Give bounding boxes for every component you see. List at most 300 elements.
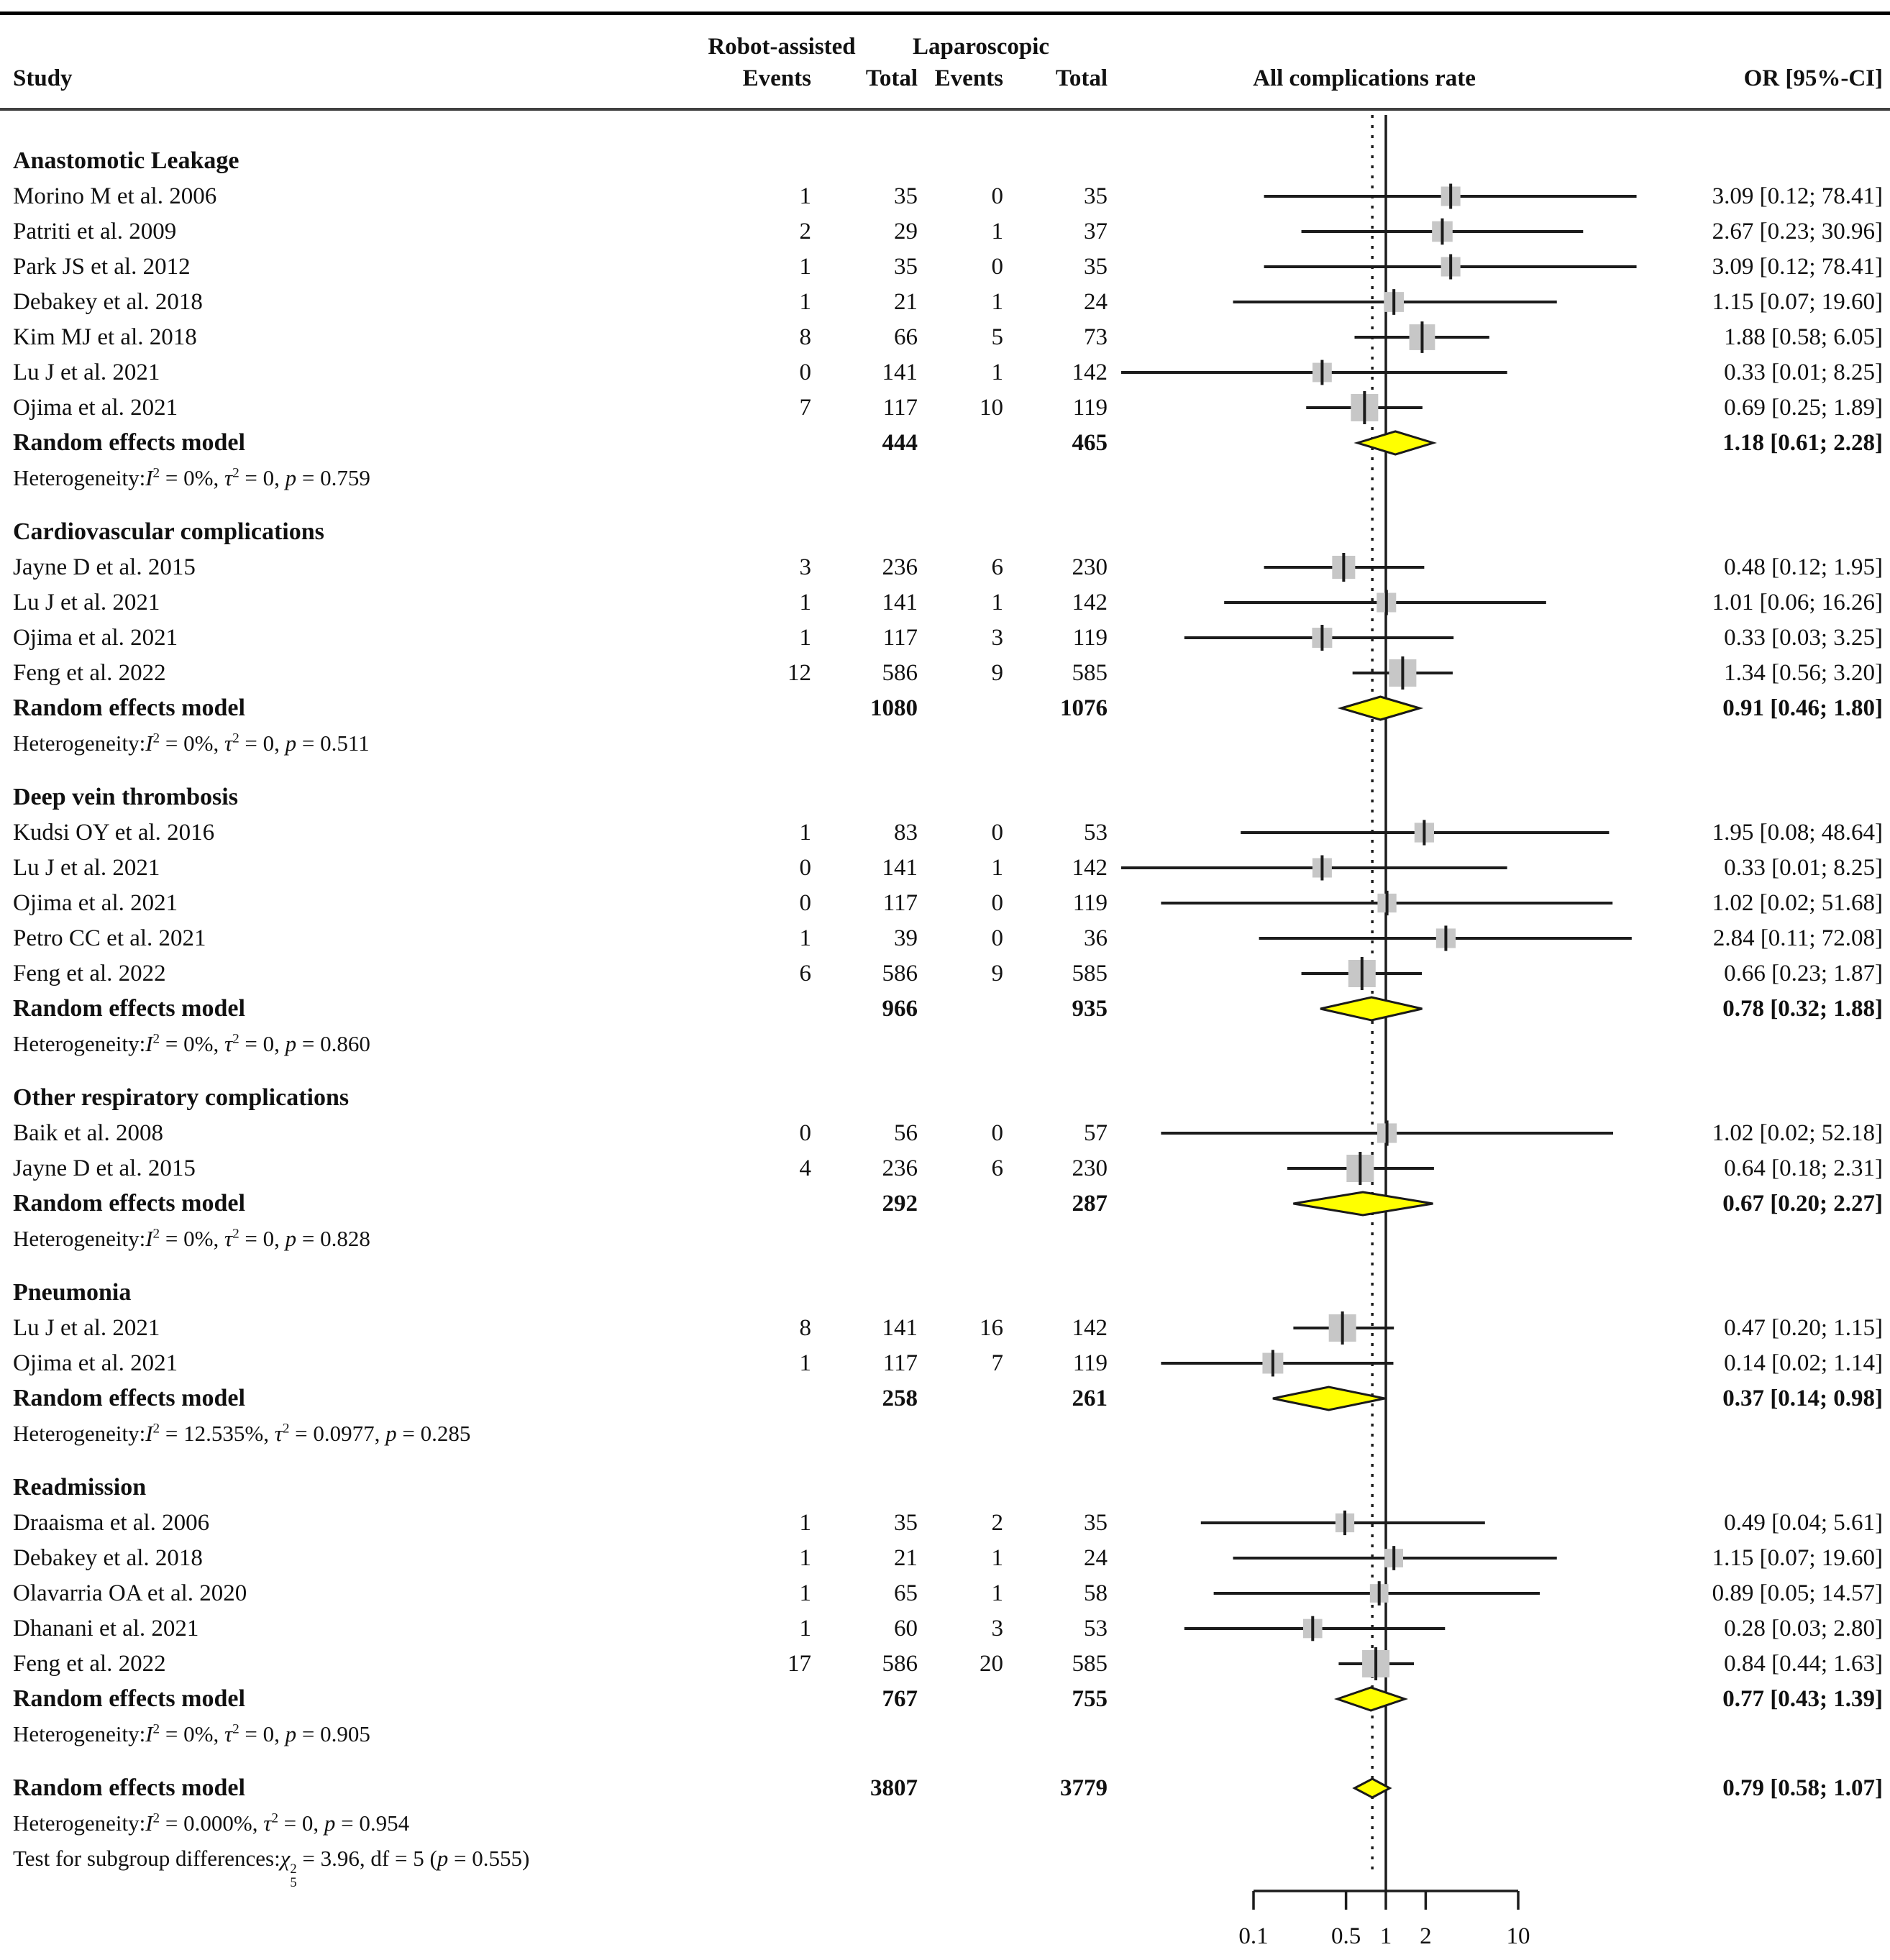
total-robot-cell: 117 (882, 1350, 918, 1376)
glue: , (252, 1810, 264, 1836)
events-lap-cell: 16 (980, 1315, 1003, 1341)
or-ci-cell: 1.15 [0.07; 19.60] (1712, 1545, 1883, 1571)
study-label: Lu J et al. 2021 (13, 590, 160, 615)
col-header-events-robot: Events (742, 65, 811, 91)
glue: , (274, 1226, 286, 1251)
or-ci-cell: 0.69 [0.25; 1.89] (1724, 395, 1883, 421)
glue: , (274, 731, 286, 756)
or-ci-cell: 2.84 [0.11; 72.08] (1712, 925, 1883, 951)
pooled-label: Random effects model (13, 429, 245, 456)
i-squared-symbol: I (145, 731, 153, 756)
total-lap-cell: 119 (1072, 625, 1108, 651)
effect-estimate-tick (1341, 1311, 1344, 1345)
p-symbol: p (285, 1721, 297, 1746)
events-lap-cell: 20 (980, 1651, 1003, 1677)
total-lap-cell: 36 (1084, 925, 1108, 951)
effect-estimate-tick (1441, 219, 1443, 245)
or-ci-cell: 1.88 [0.58; 6.05] (1724, 324, 1883, 350)
heterogeneity-note (13, 1416, 732, 1451)
events-lap-cell: 0 (991, 183, 1003, 209)
sup-two: 2 (232, 1721, 239, 1737)
total-lap-cell: 142 (1072, 590, 1108, 615)
events-robot-cell: 1 (799, 1545, 811, 1571)
events-robot-cell: 4 (799, 1155, 811, 1181)
study-label: Ojima et al. 2021 (13, 625, 178, 651)
total-lap-cell: 585 (1072, 1651, 1108, 1677)
sup-two: 2 (271, 1810, 278, 1826)
or-ci-cell: 0.14 [0.02; 1.14] (1724, 1350, 1883, 1376)
events-robot-cell: 1 (799, 1616, 811, 1641)
i-squared-value: 12.535% (183, 1421, 264, 1446)
pooled-diamond (1293, 1192, 1433, 1215)
glue: ) (522, 1846, 530, 1871)
effect-estimate-tick (1311, 1616, 1314, 1641)
glue: = (296, 731, 321, 756)
study-label: Draaisma et al. 2006 (13, 1510, 210, 1536)
x-axis-tick-label: 10 (1506, 1923, 1530, 1949)
glue: , (213, 465, 224, 490)
p-symbol: p (285, 1226, 297, 1251)
or-ci-cell: 1.95 [0.08; 48.64] (1712, 820, 1883, 846)
or-ci-cell: 0.33 [0.03; 3.25] (1724, 625, 1883, 651)
or-ci-cell: 1.34 [0.56; 3.20] (1724, 660, 1883, 686)
events-lap-cell: 3 (991, 1616, 1003, 1641)
glue: = (239, 731, 263, 756)
x-axis-tick-label: 2 (1420, 1923, 1432, 1949)
events-lap-cell: 0 (991, 254, 1003, 280)
study-label: Jayne D et al. 2015 (13, 554, 196, 580)
events-lap-cell: 5 (991, 324, 1003, 350)
tau-squared-value: 0 (262, 465, 275, 490)
glue: = (296, 1721, 321, 1746)
total-robot-cell: 117 (882, 395, 918, 421)
tau-squared-value: 0 (262, 1226, 275, 1251)
glue: = (289, 1421, 314, 1446)
total-robot-cell: 141 (882, 1315, 918, 1341)
pooled-diamond (1273, 1387, 1384, 1410)
sup-two: 2 (152, 1721, 160, 1737)
total-robot-cell: 35 (894, 183, 918, 209)
df-label: df (370, 1846, 390, 1871)
total-robot-cell: 66 (894, 324, 918, 350)
total-lap-cell: 142 (1072, 360, 1108, 385)
effect-estimate-tick (1444, 925, 1447, 951)
heterogeneity-note (13, 726, 732, 761)
x-axis-tick-label: 0.5 (1330, 1923, 1361, 1949)
glue: = (160, 1421, 184, 1446)
or-ci-cell: 0.33 [0.01; 8.25] (1724, 855, 1883, 881)
glue: , (213, 1226, 224, 1251)
sup-two: 2 (232, 1031, 239, 1047)
p-symbol: p (285, 1031, 297, 1056)
total-lap-cell: 73 (1084, 324, 1108, 350)
subgroup-difference-test-note (13, 1841, 876, 1891)
glue: = (296, 1226, 321, 1251)
events-lap-cell: 3 (991, 625, 1003, 651)
events-robot-cell: 1 (799, 289, 811, 315)
total-robot-cell: 3807 (870, 1775, 918, 1801)
total-robot-cell: 586 (882, 660, 918, 686)
heterogeneity-note (13, 1222, 732, 1256)
glue: , (274, 465, 286, 490)
glue: = (278, 1810, 302, 1836)
or-ci-cell: 2.67 [0.23; 30.96] (1712, 219, 1883, 244)
events-robot-cell: 12 (788, 660, 811, 686)
or-ci-cell: 0.48 [0.12; 1.95] (1724, 554, 1883, 580)
study-label: Lu J et al. 2021 (13, 360, 160, 385)
pooled-label: Random effects model (13, 1190, 245, 1217)
tau-squared-symbol: τ (224, 1226, 233, 1251)
col-header-or-ci: OR [95%-CI] (1743, 65, 1883, 91)
study-label: Petro CC et al. 2021 (13, 925, 206, 951)
total-robot-cell: 65 (894, 1580, 918, 1606)
df-value: 5 (413, 1846, 424, 1871)
study-label: Patriti et al. 2009 (13, 219, 177, 244)
events-robot-cell: 1 (799, 1350, 811, 1376)
p-value: 0.285 (420, 1421, 471, 1446)
effect-estimate-tick (1320, 625, 1323, 651)
pooled-diamond (1358, 431, 1433, 454)
i-squared-value: 0% (183, 1721, 214, 1746)
total-lap-cell: 585 (1072, 660, 1108, 686)
het-prefix: Heterogeneity: (13, 1421, 146, 1446)
col-header-plot-title: All complications rate (1253, 65, 1476, 91)
or-ci-cell: 0.79 [0.58; 1.07] (1722, 1775, 1883, 1801)
het-prefix: Heterogeneity: (13, 1031, 146, 1056)
total-robot-cell: 236 (882, 1155, 918, 1181)
glue: ( (424, 1846, 437, 1871)
study-label: Feng et al. 2022 (13, 660, 166, 686)
p-symbol: p (385, 1421, 397, 1446)
i-squared-symbol: I (145, 1421, 153, 1446)
total-robot-cell: 236 (882, 554, 918, 580)
het-prefix: Heterogeneity: (13, 1226, 146, 1251)
or-ci-cell: 1.18 [0.61; 2.28] (1722, 430, 1883, 456)
events-robot-cell: 0 (799, 360, 811, 385)
total-robot-cell: 21 (894, 289, 918, 315)
total-robot-cell: 141 (882, 360, 918, 385)
col-header-total-lap: Total (1055, 65, 1108, 91)
glue: = (160, 1810, 184, 1836)
glue: = (296, 465, 321, 490)
sup-two: 2 (152, 1810, 160, 1826)
test-prefix: Test for subgroup differences: (13, 1846, 280, 1871)
glue: = (239, 1721, 263, 1746)
effect-estimate-tick (1392, 1546, 1395, 1570)
or-ci-cell: 0.49 [0.04; 5.61] (1724, 1510, 1883, 1536)
subgroup-title: Cardiovascular complications (13, 518, 324, 545)
chi-superscript: 2 (290, 1861, 297, 1877)
or-ci-cell: 1.02 [0.02; 52.18] (1712, 1120, 1883, 1146)
events-robot-cell: 6 (799, 961, 811, 986)
x-axis-tick-label: 1 (1379, 1923, 1392, 1949)
i-squared-value: 0% (183, 465, 214, 490)
or-ci-cell: 0.78 [0.32; 1.88] (1722, 996, 1883, 1022)
study-label: Lu J et al. 2021 (13, 855, 160, 881)
events-lap-cell: 1 (991, 590, 1003, 615)
events-robot-cell: 2 (799, 219, 811, 244)
events-lap-cell: 1 (991, 1545, 1003, 1571)
total-lap-cell: 230 (1072, 554, 1108, 580)
events-robot-cell: 1 (799, 820, 811, 846)
effect-estimate-tick (1320, 360, 1323, 385)
events-robot-cell: 3 (799, 554, 811, 580)
total-lap-cell: 3779 (1060, 1775, 1108, 1801)
effect-estimate-tick (1378, 1581, 1381, 1606)
tau-squared-symbol: τ (224, 731, 233, 756)
pooled-label: Random effects model (13, 995, 245, 1022)
glue: = (160, 1031, 184, 1056)
col-header-events-lap: Events (934, 65, 1003, 91)
total-robot-cell: 586 (882, 961, 918, 986)
tau-squared-value: 0.0977 (313, 1421, 375, 1446)
total-robot-cell: 117 (882, 890, 918, 916)
events-robot-cell: 1 (799, 925, 811, 951)
total-robot-cell: 767 (882, 1686, 918, 1712)
effect-estimate-tick (1449, 255, 1452, 280)
glue: , (313, 1810, 324, 1836)
study-label: Jayne D et al. 2015 (13, 1155, 196, 1181)
subgroup-title: Readmission (13, 1474, 147, 1501)
events-lap-cell: 0 (991, 1120, 1003, 1146)
study-label: Dhanani et al. 2021 (13, 1616, 199, 1641)
glue: , (213, 1721, 224, 1746)
pooled-diamond (1338, 1687, 1405, 1711)
study-label: Lu J et al. 2021 (13, 1315, 160, 1341)
total-robot-cell: 39 (894, 925, 918, 951)
glue: = (239, 1226, 263, 1251)
p-value: 0.860 (320, 1031, 370, 1056)
sup-two: 2 (152, 465, 160, 481)
or-ci-cell: 0.67 [0.20; 2.27] (1722, 1191, 1883, 1217)
i-squared-symbol: I (145, 1810, 153, 1836)
total-lap-cell: 230 (1072, 1155, 1108, 1181)
i-squared-value: 0% (183, 1226, 214, 1251)
study-label: Feng et al. 2022 (13, 1651, 166, 1677)
study-label: Park JS et al. 2012 (13, 254, 191, 280)
subgroup-title: Pneumonia (13, 1279, 132, 1306)
glue: = (389, 1846, 414, 1871)
i-squared-symbol: I (145, 465, 153, 490)
or-ci-cell: 0.33 [0.01; 8.25] (1724, 360, 1883, 385)
sup-two: 2 (232, 1226, 239, 1242)
study-label: Debakey et al. 2018 (13, 289, 203, 315)
effect-estimate-tick (1320, 856, 1323, 881)
total-lap-cell: 119 (1072, 395, 1108, 421)
pooled-label: Random effects model (13, 1685, 245, 1712)
total-robot-cell: 35 (894, 1510, 918, 1536)
events-lap-cell: 9 (991, 961, 1003, 986)
col-header-study: Study (13, 65, 73, 91)
tau-squared-symbol: τ (224, 1721, 233, 1746)
or-ci-cell: 0.84 [0.44; 1.63] (1724, 1651, 1883, 1677)
glue: = (239, 1031, 263, 1056)
sup-two: 2 (282, 1421, 290, 1437)
het-prefix: Heterogeneity: (13, 1721, 146, 1746)
subgroup-title: Anastomotic Leakage (13, 147, 239, 174)
or-ci-cell: 1.15 [0.07; 19.60] (1712, 289, 1883, 315)
or-ci-cell: 0.64 [0.18; 2.31] (1724, 1155, 1883, 1181)
total-lap-cell: 142 (1072, 1315, 1108, 1341)
study-label: Kim MJ et al. 2018 (13, 324, 197, 350)
study-label: Ojima et al. 2021 (13, 1350, 178, 1376)
heterogeneity-note (13, 1806, 732, 1841)
study-label: Ojima et al. 2021 (13, 395, 178, 421)
glue: , (263, 1421, 275, 1446)
total-robot-cell: 60 (894, 1616, 918, 1641)
total-lap-cell: 465 (1072, 430, 1108, 456)
study-label: Feng et al. 2022 (13, 961, 166, 986)
total-robot-cell: 56 (894, 1120, 918, 1146)
events-lap-cell: 1 (991, 1580, 1003, 1606)
pooled-label: Random effects model (13, 1385, 245, 1411)
subgroup-title: Other respiratory complications (13, 1084, 350, 1111)
col-header-total-robot: Total (865, 65, 918, 91)
total-robot-cell: 117 (882, 625, 918, 651)
glue: , (274, 1031, 286, 1056)
group-header-robot: Robot-assisted (708, 34, 856, 60)
events-robot-cell: 17 (788, 1651, 811, 1677)
subgroup-title: Deep vein thrombosis (13, 784, 238, 810)
p-value: 0.511 (320, 731, 370, 756)
glue: = (160, 465, 184, 490)
effect-estimate-tick (1361, 957, 1364, 990)
or-ci-cell: 0.77 [0.43; 1.39] (1722, 1686, 1883, 1712)
glue: , (274, 1721, 286, 1746)
p-symbol: p (324, 1810, 336, 1836)
glue: = (448, 1846, 472, 1871)
total-lap-cell: 261 (1072, 1386, 1108, 1411)
events-robot-cell: 1 (799, 1580, 811, 1606)
sup-two: 2 (152, 1031, 160, 1047)
test-p-value: 0.555 (472, 1846, 523, 1871)
or-ci-cell: 1.01 [0.06; 16.26] (1712, 590, 1883, 615)
glue: , (359, 1846, 371, 1871)
events-lap-cell: 7 (991, 1350, 1003, 1376)
total-lap-cell: 35 (1084, 1510, 1108, 1536)
events-lap-cell: 1 (991, 289, 1003, 315)
total-lap-cell: 58 (1084, 1580, 1108, 1606)
effect-estimate-tick (1386, 1120, 1389, 1145)
tau-squared-symbol: τ (224, 465, 233, 490)
effect-estimate-tick (1363, 391, 1366, 424)
glue: = (160, 731, 184, 756)
p-value: 0.905 (320, 1721, 370, 1746)
effect-estimate-tick (1272, 1350, 1274, 1377)
chi-subscript-df: 5 (290, 1875, 297, 1891)
glue: = (296, 1031, 321, 1056)
p-value: 0.828 (320, 1226, 370, 1251)
or-ci-cell: 3.09 [0.12; 78.41] (1712, 183, 1883, 209)
total-lap-cell: 585 (1072, 961, 1108, 986)
glue: = (160, 1226, 184, 1251)
sup-two: 2 (232, 731, 239, 746)
glue: = (296, 1846, 321, 1871)
total-robot-cell: 83 (894, 820, 918, 846)
total-lap-cell: 287 (1072, 1191, 1108, 1217)
sup-two: 2 (152, 1421, 160, 1437)
effect-estimate-tick (1449, 184, 1452, 209)
glue: , (213, 731, 224, 756)
or-ci-cell: 0.91 [0.46; 1.80] (1722, 695, 1883, 721)
tau-squared-symbol: τ (224, 1031, 233, 1056)
i-squared-value: 0% (183, 731, 214, 756)
events-robot-cell: 8 (799, 1315, 811, 1341)
heterogeneity-note (13, 1027, 732, 1061)
chi-sub-sup-stack (290, 1863, 296, 1890)
events-robot-cell: 0 (799, 855, 811, 881)
events-lap-cell: 6 (991, 554, 1003, 580)
total-robot-cell: 292 (882, 1191, 918, 1217)
or-ci-cell: 3.09 [0.12; 78.41] (1712, 254, 1883, 280)
heterogeneity-note (13, 1717, 732, 1751)
total-lap-cell: 142 (1072, 855, 1108, 881)
or-ci-cell: 1.02 [0.02; 51.68] (1712, 890, 1883, 916)
p-value: 0.954 (359, 1810, 410, 1836)
sup-two: 2 (232, 465, 239, 481)
events-lap-cell: 2 (991, 1510, 1003, 1536)
events-lap-cell: 0 (991, 925, 1003, 951)
tau-squared-value: 0 (262, 731, 275, 756)
events-lap-cell: 0 (991, 890, 1003, 916)
x-axis-tick-label: 0.1 (1238, 1923, 1269, 1949)
study-label: Morino M et al. 2006 (13, 183, 217, 209)
total-lap-cell: 24 (1084, 289, 1108, 315)
effect-estimate-tick (1401, 656, 1404, 690)
p-symbol: p (285, 465, 297, 490)
effect-estimate-tick (1420, 321, 1423, 353)
pooled-diamond (1354, 1779, 1389, 1798)
events-robot-cell: 1 (799, 625, 811, 651)
effect-estimate-tick (1342, 553, 1345, 582)
total-lap-cell: 24 (1084, 1545, 1108, 1571)
total-lap-cell: 57 (1084, 1120, 1108, 1146)
chi-symbol: χ (280, 1846, 291, 1871)
effect-estimate-tick (1343, 1511, 1346, 1535)
study-label: Ojima et al. 2021 (13, 890, 178, 916)
total-lap-cell: 35 (1084, 254, 1108, 280)
events-robot-cell: 1 (799, 183, 811, 209)
heterogeneity-note (13, 461, 732, 495)
het-prefix: Heterogeneity: (13, 465, 146, 490)
events-robot-cell: 7 (799, 395, 811, 421)
tau-squared-value: 0 (262, 1031, 275, 1056)
total-robot-cell: 258 (882, 1386, 918, 1411)
events-robot-cell: 0 (799, 1120, 811, 1146)
total-robot-cell: 1080 (870, 695, 918, 721)
study-label: Olavarria OA et al. 2020 (13, 1580, 247, 1606)
p-symbol: p (437, 1846, 449, 1871)
p-value: 0.759 (320, 465, 370, 490)
total-lap-cell: 37 (1084, 219, 1108, 244)
effect-estimate-tick (1386, 891, 1389, 915)
effect-estimate-tick (1374, 1647, 1377, 1680)
total-lap-cell: 53 (1084, 1616, 1108, 1641)
or-ci-cell: 0.37 [0.14; 0.98] (1722, 1386, 1883, 1411)
effect-estimate-tick (1359, 1152, 1361, 1185)
i-squared-value: 0.000% (183, 1810, 252, 1836)
pooled-label: Random effects model (13, 695, 245, 721)
p-symbol: p (285, 731, 297, 756)
events-robot-cell: 0 (799, 890, 811, 916)
events-robot-cell: 1 (799, 590, 811, 615)
total-robot-cell: 141 (882, 590, 918, 615)
i-squared-symbol: I (145, 1031, 153, 1056)
or-ci-cell: 0.89 [0.05; 14.57] (1712, 1580, 1883, 1606)
i-squared-symbol: I (145, 1721, 153, 1746)
total-robot-cell: 21 (894, 1545, 918, 1571)
total-robot-cell: 35 (894, 254, 918, 280)
